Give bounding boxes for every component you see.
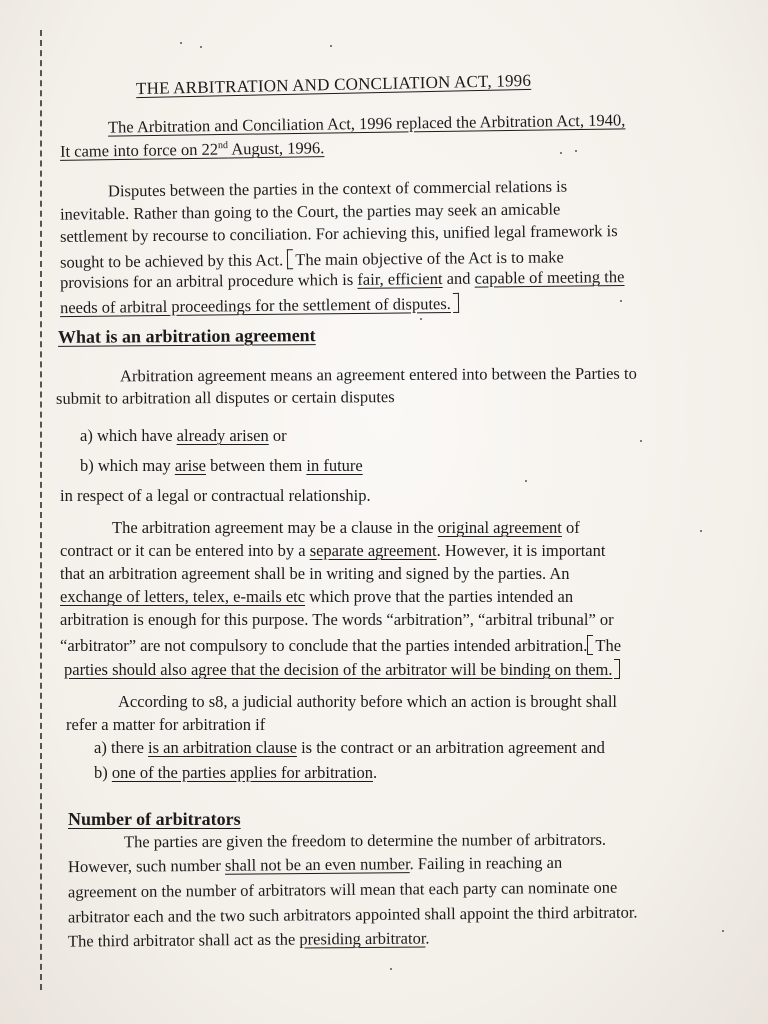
para1-line-4-a: sought to be achieved by this Act. xyxy=(59,250,284,272)
para3-line-1-b: original agreement xyxy=(437,518,562,537)
para3-line-2 xyxy=(60,543,605,560)
para1-line-5-b: fair, efficient xyxy=(357,268,443,289)
open-bracket-mark xyxy=(287,249,293,269)
scan-speck xyxy=(560,152,562,154)
para2-item-a-prefix: a) which have xyxy=(80,426,177,445)
para2-item-a-suffix: or xyxy=(268,426,287,445)
para4-line-1: According to s8, a judicial authority before which an action is brought shall xyxy=(118,692,617,711)
para4-item-b xyxy=(94,765,377,782)
para3-line-2-b: separate agreement xyxy=(309,541,437,560)
para2-item-b-mid: between them xyxy=(206,456,307,475)
para2-item-b xyxy=(80,458,363,475)
heading-number-of-arbitrators: Number of arbitrators xyxy=(68,809,241,829)
para1-line-2: inevitable. Rather than going to the Court, the parties may seek an amicable xyxy=(59,199,561,224)
intro-line-2 xyxy=(60,140,325,160)
scan-speck xyxy=(200,46,202,48)
para3-line-5: arbitration is enough for this purpose. The words “arbitration”, “arbitral tribunal” or xyxy=(60,610,614,629)
para1-line-6-a: needs xyxy=(59,297,98,318)
para4-item-a-prefix: a) there xyxy=(94,738,149,757)
document-title: THE ARBITRATION AND CONCLIATION ACT, 1996 xyxy=(135,70,532,99)
scan-speck xyxy=(525,480,527,482)
para4-item-a-underlined: is an arbitration clause xyxy=(148,738,297,757)
para3-line-4-a: exchange of letters, telex, e-mails etc xyxy=(60,587,306,606)
para1-line-5-c: and xyxy=(442,268,475,288)
para3-line-6-a: “arbitrator” are not compulsory to conclude that the parties intended arbitration. xyxy=(60,636,588,655)
intro-line-2-suffix: August, 1996. xyxy=(227,138,325,159)
para4-item-b-prefix: b) xyxy=(94,763,112,782)
para3-line-3: that an arbitration agreement shall be in writing and signed by the parties. An xyxy=(60,564,570,583)
para2-item-a xyxy=(80,428,287,445)
para3-line-4-b: which prove that the parties intended an xyxy=(305,587,574,606)
close-bracket-mark xyxy=(453,293,459,313)
scan-speck xyxy=(420,318,422,320)
para4-item-b-suffix: . xyxy=(373,763,378,782)
para5-line-2 xyxy=(67,852,563,877)
para3-line-2-a: contract or it can be entered into by a xyxy=(60,541,310,560)
para5-line-3: agreement on the number of arbitrators will mean that each party can nominate one xyxy=(67,877,618,902)
para5-line-5-c: . xyxy=(425,928,430,948)
para3-line-2-c: . However, it is important xyxy=(436,541,606,560)
para1-line-5-a: provisions for an arbitral procedure which is xyxy=(59,269,358,292)
para1-line-6 xyxy=(60,293,459,317)
scan-speck xyxy=(700,530,702,532)
para4-item-a xyxy=(94,740,605,757)
para4-item-a-suffix: is the contract or an arbitration agreement and xyxy=(296,738,605,757)
para3-line-4 xyxy=(60,589,573,606)
para1-line-1: Disputes between the parties in the context of commercial relations is xyxy=(107,176,568,201)
para5-line-4: arbitrator each and the two such arbitrators appointed shall appoint the third arbitrator. xyxy=(67,902,638,927)
para2-line-2: submit to arbitration all disputes or certain disputes xyxy=(55,387,395,408)
para1-line-3: settlement by recourse to conciliation. For achieving this, unified legal framework is xyxy=(59,221,618,246)
intro-line-2-prefix: It came into force on 22 xyxy=(59,139,219,161)
close-bracket-mark-2 xyxy=(614,659,620,679)
margin-rule xyxy=(40,30,42,990)
para3-line-1-c: of xyxy=(561,518,580,537)
para3-line-1 xyxy=(112,520,580,537)
scan-speck xyxy=(330,45,332,47)
para2-item-b-underlined-1: arise xyxy=(174,456,207,475)
para5-line-2-b: shall not be an even number xyxy=(224,854,410,875)
para3-line-6 xyxy=(60,635,621,655)
scan-speck xyxy=(722,930,724,932)
para3-line-1-a: The arbitration agreement may be a clause in the xyxy=(112,518,438,537)
para3-line-6-b: The xyxy=(595,636,622,655)
intro-line-2-sup: nd xyxy=(217,139,229,152)
para2-line-1: Arbitration agreement means an agreement entered into between the Parties to xyxy=(119,363,637,386)
scan-speck xyxy=(640,440,642,442)
para2-item-b-prefix: b) which may xyxy=(80,456,175,475)
scan-speck xyxy=(180,42,182,44)
para5-line-5-b: presiding arbitrator xyxy=(299,928,426,949)
para4-line-2: refer a matter for arbitration if xyxy=(66,715,266,734)
para3-line-7 xyxy=(64,659,620,679)
para2-item-a-underlined: already arisen xyxy=(176,426,269,445)
para3-line-7-text: parties should also agree that the decision of the arbitrator will be binding on them. xyxy=(64,660,613,679)
para2-item-b-underlined-2: in future xyxy=(306,456,363,475)
para5-line-1: The parties are given the freedom to determine the number of arbitrators. xyxy=(123,829,607,852)
scan-speck xyxy=(390,968,392,970)
heading-arbitration-agreement: What is an arbitration agreement xyxy=(57,325,316,347)
para1-line-4-b: The main objective of the Act is to make xyxy=(295,247,564,270)
open-bracket-mark-2 xyxy=(587,635,593,655)
scan-speck xyxy=(575,150,577,152)
scan-speck xyxy=(620,300,622,302)
para5-line-2-c: . Failing in reaching an xyxy=(409,852,563,874)
para5-line-2-a: However, such number xyxy=(67,855,226,877)
para1-line-6-b: of arbitral proceedings for the settlement of disputes. xyxy=(97,293,451,317)
para5-line-5-a: The third arbitrator shall act as the xyxy=(67,929,300,951)
para5-line-5 xyxy=(68,930,430,950)
intro-line-1: The Arbitration and Conciliation Act, 1996 replaced the Arbitration Act, 1940, xyxy=(107,110,626,137)
para1-line-5 xyxy=(60,269,625,291)
para4-item-b-underlined: one of the parties applies for arbitration xyxy=(111,763,374,782)
para1-line-5-d: capable of meeting the xyxy=(474,267,625,288)
para2-line-3: in respect of a legal or contractual relationship. xyxy=(60,486,371,505)
